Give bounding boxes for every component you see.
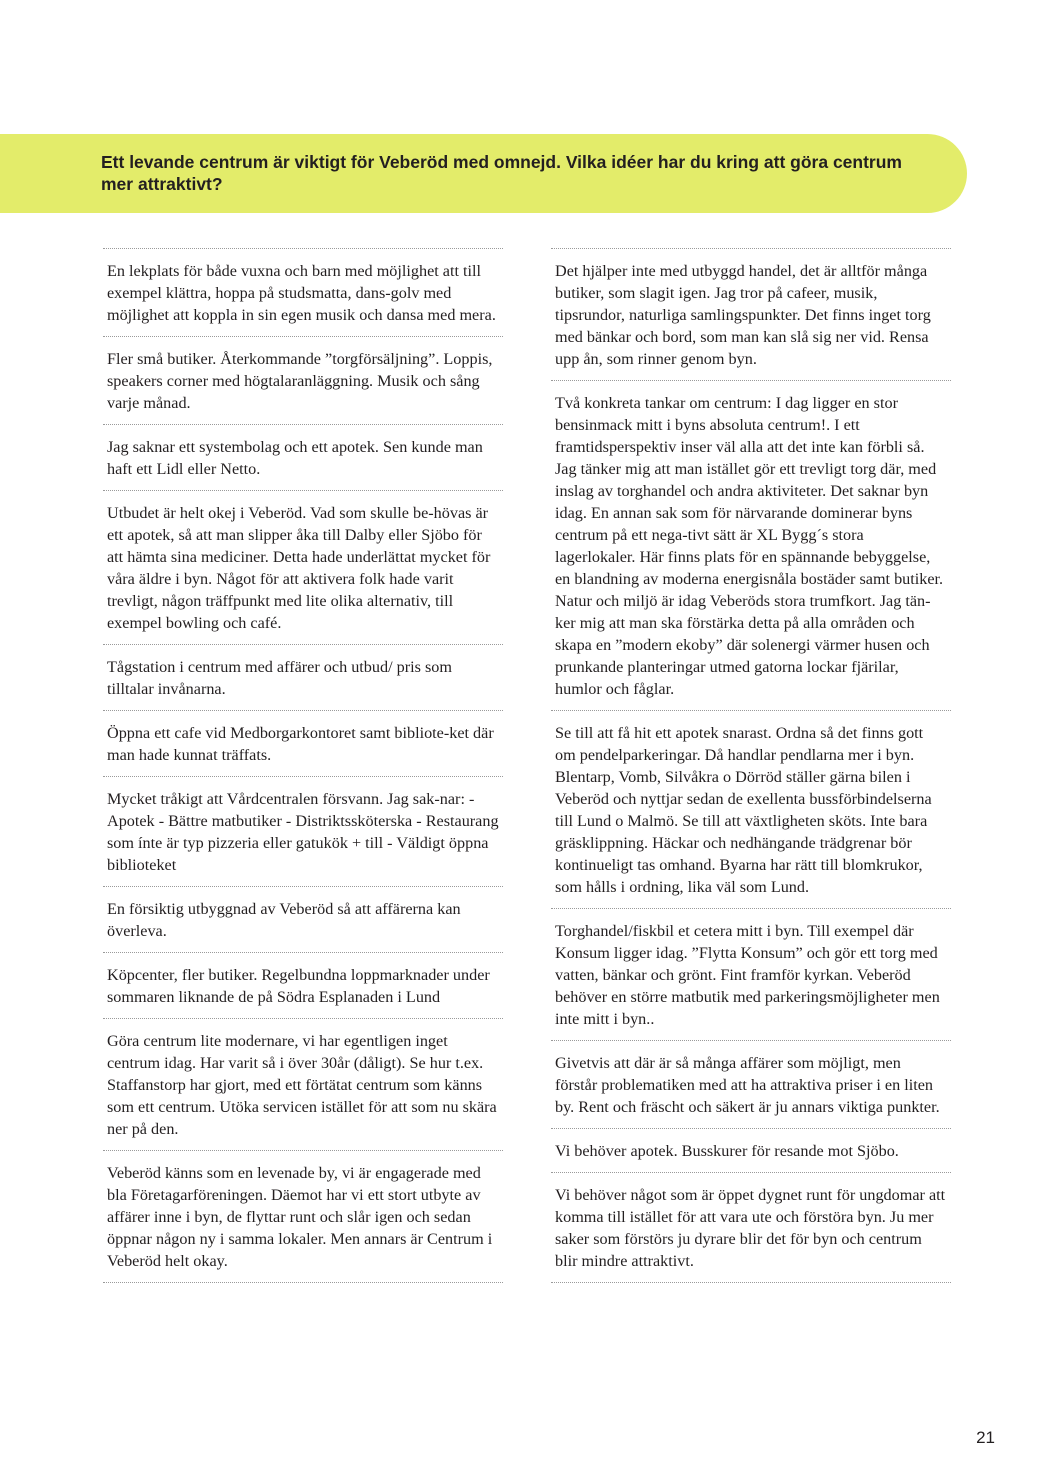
response-item: Två konkreta tankar om centrum: I dag ligger en stor bensinmack mitt i byns absoluta centrum!. I ett framtidsperspektiv inser väl alla att det inte kan förbli så. Jag tänker mig att man istället gör ett trevligt torg där, med inslag av torghandel och andra aktiviteter. Det saknar byn idag. En annan sak som för närvarande dominerar byns centrum på ett nega-tivt sätt är XL Bygg´s stora lagerlokaler. Här finns plats för en spännande bebyggelse, en blandning av moderna energisnåla bostäder samt butiker. Natur och miljö är idag Veberöds stora trumfkort. Jag tän-ker mig att man ska förstärka detta på alla områden och skapa en ”modern ekoby” där solenergi värmer husen och prunkande planteringar utmed gatorna lockar fjärilar, humlor och fåglar. <box>551 381 951 711</box>
response-item: Fler små butiker. Återkommande ”torgförsäljning”. Loppis, speakers corner med högtalaranläggning. Musik och sång varje månad. <box>103 337 503 425</box>
page-number: 21 <box>976 1428 995 1447</box>
right-response-list <box>551 248 951 1283</box>
response-item: Veberöd känns som en levenade by, vi är engagerade med bla Företagarföreningen. Däemot har vi ett stort utbyte av affärer inne i byn, de flyttar runt och slår igen och sedan öppnar någon ny i samma lokaler. Men annars är Centrum i Veberöd helt okay. <box>103 1151 503 1283</box>
response-item: Det hjälper inte med utbyggd handel, det är alltför många butiker, som slagit igen. Jag tror på cafeer, musik, tipsrundor, naturliga samlingspunkter. Det finns inget torg med bänkar och bord, som man kan slå sig ner vid. Rensa upp ån, som rinner genom byn. <box>551 249 951 381</box>
response-item: Torghandel/fiskbil et cetera mitt i byn. Till exempel där Konsum ligger idag. ”Flytta Konsum” och gör ett torg med vatten, bänkar och grönt. Fint framför kyrkan. Veberöd behöver en större matbutik med parkeringsmöjligheter men inte mitt i byn.. <box>551 909 951 1041</box>
response-item: Göra centrum lite modernare, vi har egentligen inget centrum idag. Har varit så i över 30år (dåligt). Se hur t.ex. Staffanstorp har gjort, med ett förtätat centrum som känns som ett centrum. Utöka servicen istället för att som nu skära ner på den. <box>103 1019 503 1151</box>
right-column <box>551 248 951 1283</box>
response-item: Jag saknar ett systembolag och ett apotek. Sen kunde man haft ett Lidl eller Netto. <box>103 425 503 491</box>
response-item: Tågstation i centrum med affärer och utbud/ pris som tilltalar invånarna. <box>103 645 503 711</box>
response-item: Köpcenter, fler butiker. Regelbundna loppmarknader under sommaren liknande de på Södra Esplanaden i Lund <box>103 953 503 1019</box>
response-item: Vi behöver något som är öppet dygnet runt för ungdomar att komma till istället för att vara ute och förstöra byn. Ju mer saker som förstörs ju dyrare blir det för byn och centrum blir mindre attraktivt. <box>551 1173 951 1283</box>
left-response-list <box>103 248 503 1283</box>
response-item: En lekplats för både vuxna och barn med möjlighet att till exempel klättra, hoppa på studsmatta, dans-golv med möjlighet att koppla in sin egen musik och dansa med mera. <box>103 249 503 337</box>
response-item: Öppna ett cafe vid Medborgarkontoret samt bibliote-ket där man hade kunnat träffats. <box>103 711 503 777</box>
left-column <box>103 248 503 1283</box>
response-item: Mycket tråkigt att Vårdcentralen försvann. Jag sak-nar: - Apotek - Bättre matbutiker - Distriktssköterska - Restaurang som ínte är typ pizzeria eller gatukök + till - Väldigt öppna biblioteket <box>103 777 503 887</box>
response-item: Vi behöver apotek. Busskurer för resande mot Sjöbo. <box>551 1129 951 1173</box>
question-banner <box>0 134 967 213</box>
response-item: Se till att få hit ett apotek snarast. Ordna så det finns gott om pendelparkeringar. Då handlar pendlarna mer i byn. Blentarp, Vomb, Silvåkra o Dörröd ställer gärna bilen i Veberöd och nyttjar sedan de exellenta bussförbindelserna till Lund o Malmö. Se till att växtligheten sköts. Inte bara gräsklippning. Häckar och nedhängande trädgrenar bör kontinueligt tas omhand. Byarna har rätt till blomkrukor, som hålls i ordning, lika väl som Lund. <box>551 711 951 909</box>
response-item: Utbudet är helt okej i Veberöd. Vad som skulle be-hövas är ett apotek, så att man slipper åka till Dalby eller Sjöbo för att hämta sina mediciner. Detta hade underlättat mycket för våra äldre i byn. Något för att aktivera folk hade varit trevligt, någon träffpunkt med lite olika alternativ, till exempel bowling och café. <box>103 491 503 645</box>
question-heading: Ett levande centrum är viktigt för Veberöd med omnejd. Vilka idéer har du kring att göra centrum mer attraktivt? <box>101 152 902 194</box>
response-item: En försiktig utbyggnad av Veberöd så att affärerna kan överleva. <box>103 887 503 953</box>
response-item: Givetvis att där är så många affärer som möjligt, men förstår problematiken med att ha attraktiva priser i en liten by. Rent och fräscht och säkert är ju annars viktiga punkter. <box>551 1041 951 1129</box>
